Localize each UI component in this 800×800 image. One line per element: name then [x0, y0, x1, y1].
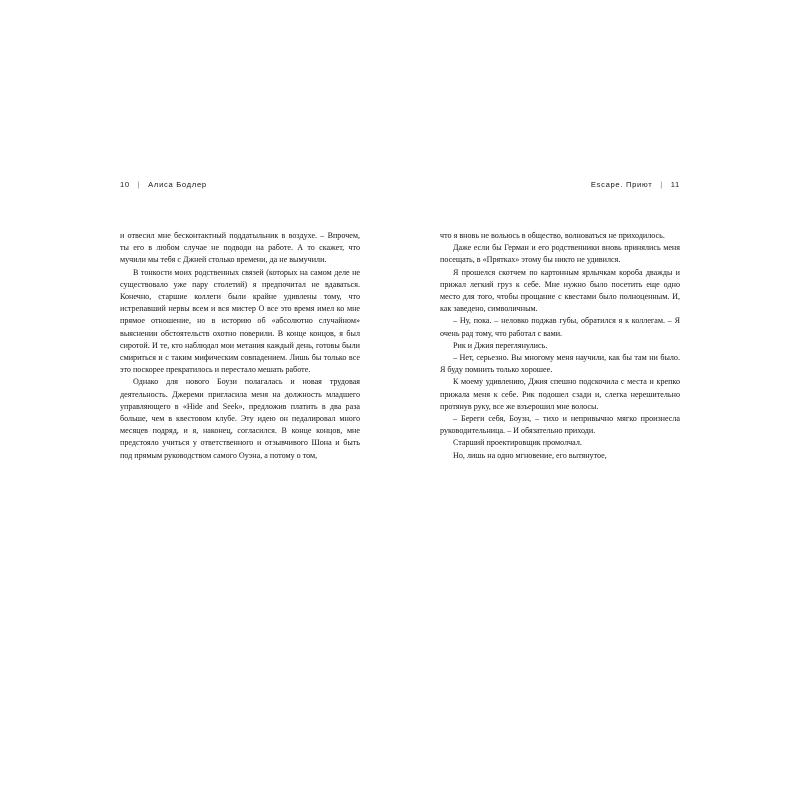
paragraph: К моему удивлению, Джия спешно подскочила с места и крепко прижала меня к себе. Рик подошел сзади и, слегка нерешительно протянув руку, все же взъерошил мне волосы.: [440, 377, 680, 411]
right-folio: 11: [670, 180, 680, 189]
page-columns: [120, 230, 680, 462]
paragraph: – Ну, пока. – неловко поджав губы, обратился я к коллегам. – Я очень рад тому, что работал с вами.: [440, 316, 680, 338]
paragraph: и отвесил мне бесконтактный поддатыльник в воздухе. – Впрочем, ты его в любом случае не подводи на работе. А то скажет, что мучили мы тебя с Джней столько времени, да не вымучили.: [120, 231, 360, 265]
left-page-header: [120, 180, 207, 189]
running-headers: [120, 180, 680, 202]
paragraph: Рик и Джия переглянулись.: [453, 340, 548, 350]
paragraph: Однако для нового Боузи полагалась и новая трудовая деятельность. Джереми пригласила меня на должность младшего управляющего в «Hide and Seek», предложив платить в два раза больше, чем в квестовом клубе. Эту идею он педалировал много месяцев подряд, и я, наконец, согласился. В конце концов, мне предстояло учиться у ответственного и отзывчивого Шона и быть под прямым руководством самого Оуэна, а потому о том,: [120, 377, 360, 460]
right-header-separator: |: [660, 180, 663, 189]
left-header-separator: |: [137, 180, 141, 189]
left-page-text: [120, 230, 360, 462]
left-folio: 10: [120, 180, 130, 189]
paragraph: что я вновь не вольюсь в общество, волноваться не приходилось.: [440, 231, 665, 240]
right-running-head: Escape. Приют: [590, 180, 653, 189]
right-page-header: [591, 180, 680, 189]
left-running-head: Алиса Бодлер: [148, 180, 207, 189]
paragraph: Но, лишь на одно мгновение, его вытянутое,: [453, 450, 607, 460]
paragraph: – Береги себя, Боузн, – тихо и непривычно мягко произнесла руководительница. – И обязательно приходи.: [440, 414, 680, 436]
paragraph: Даже если бы Герман и его родственники вновь принялись меня посещать, в «Прятках» этому бы никто не удивился.: [440, 243, 680, 265]
paragraph: Старший проектировщик промолчал.: [453, 438, 582, 448]
paragraph: – Нет, серьезно. Вы многому меня научили, как бы там ни было. Я буду помнить только хорошее.: [440, 353, 680, 375]
paragraph: В тонкости моих родственных связей (которых на самом деле не существовало уже пару столетий) я предпочитал не вдаваться. Конечно, старшие коллеги были крайне удивлены тому, что истрепавший нервы всем и вся мистер О все это время имел ко мне прямое отношение, но в историю об «абсолютно случайном» выяснении обстоятельств охотно поверили. В конце концов, я был сиротой. И те, кто наблюдал мои метания каждый день, готовы были смириться и с таким мифическим совпадением. Лишь бы только все это поскорее прекратилось и перестало мешать работе.: [120, 267, 360, 375]
right-page-text: [440, 230, 680, 462]
text-block: [120, 180, 680, 610]
paragraph: Я прошелся скотчем по картонным ярлычкам короба дважды и прижал легкий груз к себе. Мне нужно было посетить еще одно место для того, чтобы прощание с квестами было полноценным. И, как заведено, символичным.: [440, 267, 680, 314]
